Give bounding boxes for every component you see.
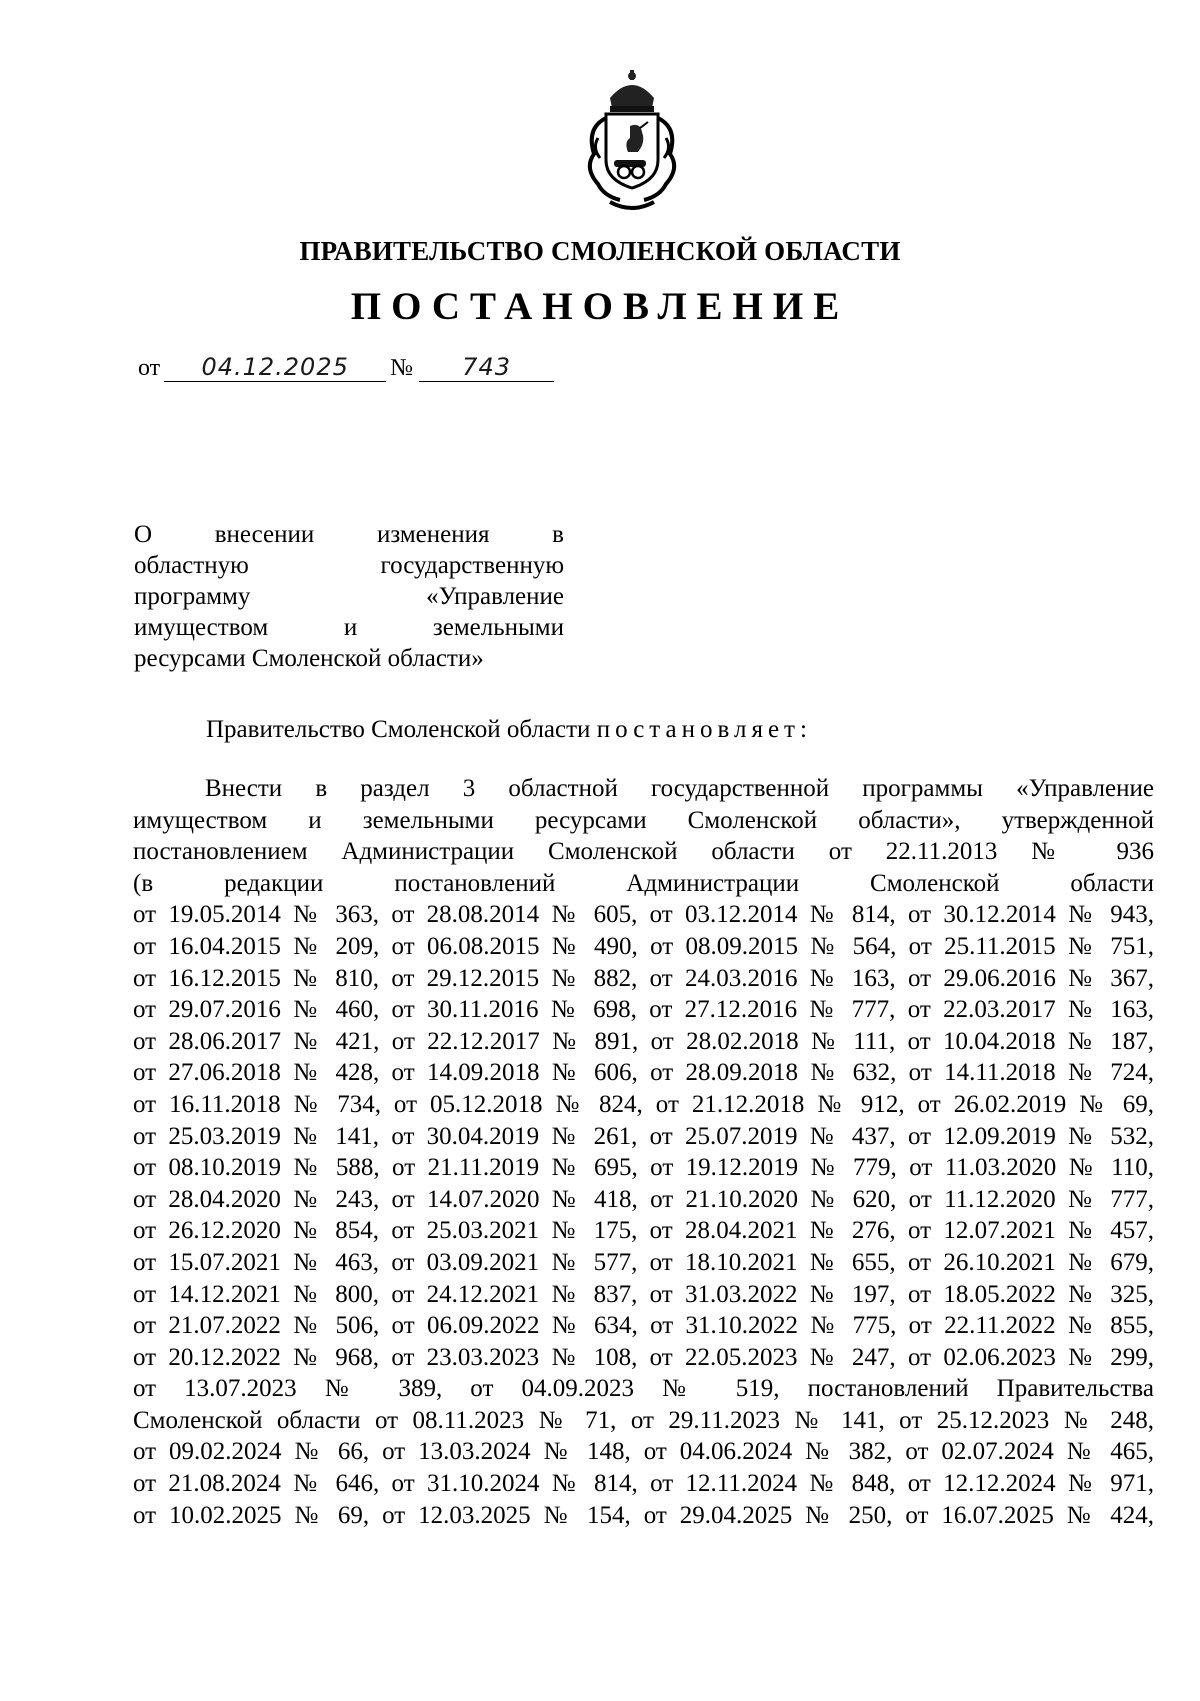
document-subject — [134, 519, 564, 674]
subject-line: ресурсами Смоленской области» — [134, 645, 484, 672]
number-sign: № — [390, 355, 414, 381]
body-line: от 27.06.2018 № 428, от 14.09.2018 № 606, от 28.09.2018 № 632, от 14.11.2018 № 724, — [133, 1059, 1154, 1087]
body-line: (в редакции постановлений Администрации Смоленской области — [133, 869, 1154, 897]
decree-intro-text: Правительство Смоленской области — [206, 716, 591, 743]
subject-line: О внесении изменения в — [134, 521, 564, 548]
subject-line: областную государственную — [134, 552, 564, 579]
body-line: имуществом и земельными ресурсами Смоленской области», утвержденной — [133, 806, 1154, 834]
document-type-title: ПОСТАНОВЛЕНИЕ — [350, 285, 850, 328]
body-line: от 28.06.2017 № 421, от 22.12.2017 № 891, от 28.02.2018 № 111, от 10.04.2018 № 187, — [133, 1027, 1154, 1055]
decree-body — [133, 773, 1154, 1531]
body-line: от 16.11.2018 № 734, от 05.12.2018 № 824, от 21.12.2018 № 912, от 26.02.2019 № 69, — [133, 1090, 1154, 1118]
handwritten-date: 04.12.2025 — [164, 353, 386, 382]
body-line: от 28.04.2020 № 243, от 14.07.2020 № 418, от 21.10.2020 № 620, от 11.12.2020 № 777, — [133, 1185, 1154, 1213]
body-line: Внести в раздел 3 областной государственной программы «Управление — [205, 775, 1154, 802]
body-line: от 14.12.2021 № 800, от 24.12.2021 № 837, от 31.03.2022 № 197, от 18.05.2022 № 325, — [133, 1280, 1154, 1308]
date-prefix: от — [138, 355, 161, 381]
handwritten-number: 743 — [419, 353, 554, 382]
body-line: от 16.04.2015 № 209, от 06.08.2015 № 490, от 08.09.2015 № 564, от 25.11.2015 № 751, — [133, 932, 1154, 960]
body-line: от 26.12.2020 № 854, от 25.03.2021 № 175, от 28.04.2021 № 276, от 12.07.2021 № 457, — [133, 1217, 1154, 1245]
body-line: от 21.07.2022 № 506, от 06.09.2022 № 634, от 31.10.2022 № 775, от 22.11.2022 № 855, — [133, 1312, 1154, 1340]
smolensk-coat-of-arms-icon — [580, 68, 684, 216]
body-line: от 29.07.2016 № 460, от 30.11.2016 № 698, от 27.12.2016 № 777, от 22.03.2017 № 163, — [133, 996, 1154, 1024]
decree-intro-verb: постановляет: — [596, 716, 812, 743]
date-number-line — [138, 353, 554, 382]
body-line: Смоленской области от 08.11.2023 № 71, от 29.11.2023 № 141, от 25.12.2023 № 248, — [133, 1406, 1154, 1434]
body-line: от 09.02.2024 № 66, от 13.03.2024 № 148, от 04.06.2024 № 382, от 02.07.2024 № 465, — [133, 1438, 1154, 1466]
body-line: от 16.12.2015 № 810, от 29.12.2015 № 882, от 24.03.2016 № 163, от 29.06.2016 № 367, — [133, 964, 1154, 992]
body-line: от 19.05.2014 № 363, от 28.08.2014 № 605, от 03.12.2014 № 814, от 30.12.2014 № 943, — [133, 901, 1154, 929]
body-line: от 25.03.2019 № 141, от 30.04.2019 № 261, от 25.07.2019 № 437, от 12.09.2019 № 532, — [133, 1122, 1154, 1150]
body-line: от 13.07.2023 № 389, от 04.09.2023 № 519, постановлений Правительства — [133, 1375, 1154, 1403]
subject-line: имуществом и земельными — [134, 614, 564, 641]
subject-line: программу «Управление — [134, 583, 564, 610]
body-line: от 20.12.2022 № 968, от 23.03.2023 № 108, от 22.05.2023 № 247, от 02.06.2023 № 299, — [133, 1343, 1154, 1371]
body-line: постановлением Администрации Смоленской области от 22.11.2013 № 936 — [133, 838, 1154, 866]
decree-intro — [206, 716, 812, 744]
organization-title: ПРАВИТЕЛЬСТВО СМОЛЕНСКОЙ ОБЛАСТИ — [299, 236, 901, 266]
body-line: от 15.07.2021 № 463, от 03.09.2021 № 577, от 18.10.2021 № 655, от 26.10.2021 № 679, — [133, 1248, 1154, 1276]
body-line: от 21.08.2024 № 646, от 31.10.2024 № 814, от 12.11.2024 № 848, от 12.12.2024 № 971, — [133, 1470, 1154, 1498]
body-line: от 10.02.2025 № 69, от 12.03.2025 № 154, от 29.04.2025 № 250, от 16.07.2025 № 424, — [133, 1501, 1154, 1529]
body-line: от 08.10.2019 № 588, от 21.11.2019 № 695, от 19.12.2019 № 779, от 11.03.2020 № 110, — [133, 1154, 1154, 1182]
